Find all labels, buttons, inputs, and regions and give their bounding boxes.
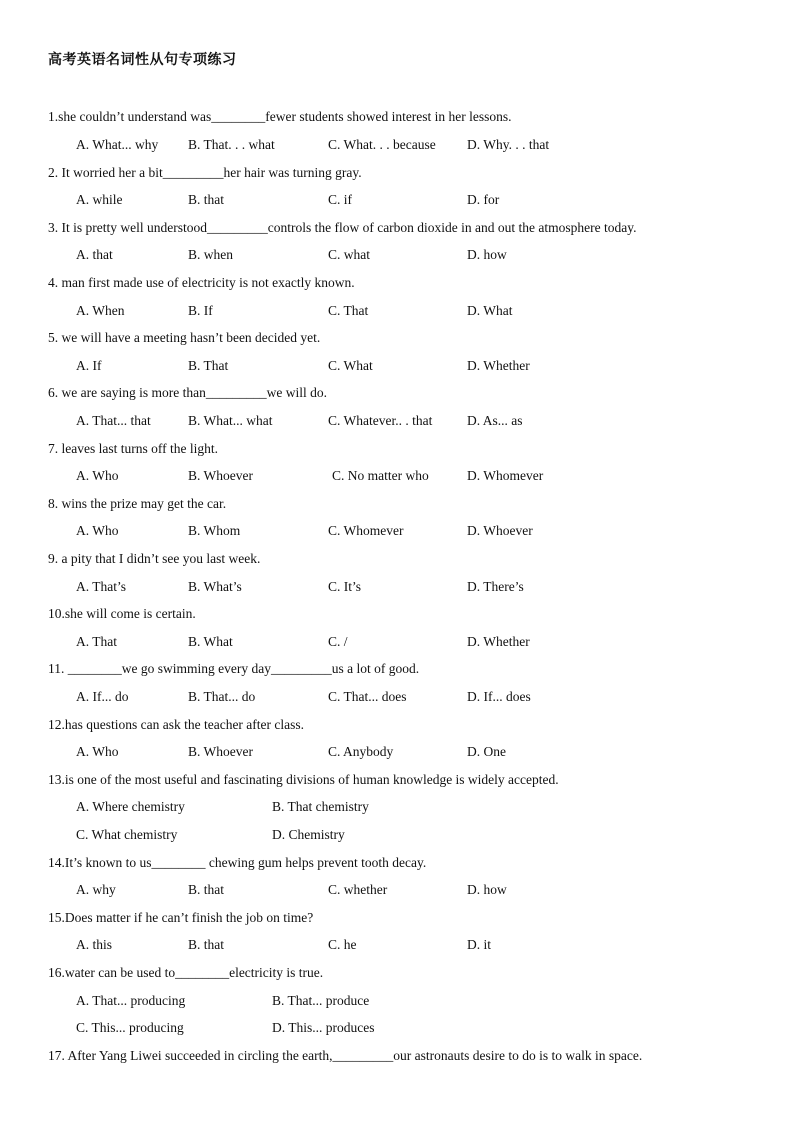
question-stem: 6. we are saying is more than_________we will do. bbox=[48, 385, 327, 400]
question-stem: 5. we will have a meeting hasn’t been decided yet. bbox=[48, 330, 321, 345]
option-b: B. What’s bbox=[188, 579, 242, 594]
option-c: C. What bbox=[328, 358, 373, 373]
option-c: C. he bbox=[328, 937, 357, 952]
option-a: A. That... producing bbox=[76, 993, 186, 1008]
option-c: C. What chemistry bbox=[76, 827, 178, 842]
question-stem: 1.she couldn’t understand was________fewer students showed interest in her lessons. bbox=[48, 109, 512, 124]
option-b: B. Whom bbox=[188, 523, 241, 538]
option-b: B. If bbox=[188, 303, 213, 318]
option-b: B. That... do bbox=[188, 689, 256, 704]
option-d: D. it bbox=[467, 937, 492, 952]
option-b: B. What... what bbox=[188, 413, 273, 428]
option-b: B. that bbox=[188, 882, 224, 897]
question-stem: 2. It worried her a bit_________her hair was turning gray. bbox=[48, 165, 362, 180]
option-c: C. It’s bbox=[328, 579, 362, 594]
question-stem: 9. a pity that I didn’t see you last week. bbox=[48, 551, 261, 566]
option-c: C. What. . . because bbox=[328, 137, 436, 152]
option-d: D. Whether bbox=[467, 634, 530, 649]
question-stem: 16.water can be used to________electricity is true. bbox=[48, 965, 324, 980]
option-a: A. that bbox=[76, 247, 113, 262]
option-d: D. how bbox=[467, 882, 507, 897]
option-c: C. Whomever bbox=[328, 523, 404, 538]
option-a: A. If... do bbox=[76, 689, 129, 704]
option-d: D. Whomever bbox=[467, 468, 544, 483]
page-title: 高考英语名词性从句专项练习 bbox=[48, 52, 237, 68]
option-a: A. while bbox=[76, 192, 123, 207]
option-b: B. What bbox=[188, 634, 233, 649]
option-a: A. Who bbox=[76, 468, 119, 483]
option-a: A. That... that bbox=[76, 413, 151, 428]
option-b: B. that bbox=[188, 937, 224, 952]
option-a: A. That’s bbox=[76, 579, 126, 594]
option-d: D. As... as bbox=[467, 413, 523, 428]
question-stem: 15.Does matter if he can’t finish the job on time? bbox=[48, 910, 314, 925]
option-a: A. What... why bbox=[76, 137, 159, 152]
option-c: C. This... producing bbox=[76, 1020, 184, 1035]
option-c: C. No matter who bbox=[332, 468, 429, 483]
question-stem: 17. After Yang Liwei succeeded in circling the earth,_________our astronauts desire to do is to walk in space. bbox=[48, 1048, 643, 1063]
option-a: A. Who bbox=[76, 744, 119, 759]
option-a: A. When bbox=[76, 303, 125, 318]
option-c: C. Anybody bbox=[328, 744, 394, 759]
option-d: D. Whoever bbox=[467, 523, 533, 538]
option-d: D. how bbox=[467, 247, 507, 262]
option-d: D. What bbox=[467, 303, 513, 318]
option-b: B. that bbox=[188, 192, 224, 207]
question-stem: 14.It’s known to us________ chewing gum helps prevent tooth decay. bbox=[48, 855, 427, 870]
question-stem: 13.is one of the most useful and fascinating divisions of human knowledge is widely accepted. bbox=[48, 772, 559, 787]
option-c: C. Whatever.. . that bbox=[328, 413, 433, 428]
option-c: C. That bbox=[328, 303, 369, 318]
question-stem: 12.has questions can ask the teacher after class. bbox=[48, 717, 305, 732]
option-d: D. If... does bbox=[467, 689, 531, 704]
option-d: D. This... produces bbox=[272, 1020, 375, 1035]
option-a: A. That bbox=[76, 634, 117, 649]
option-d: D. Chemistry bbox=[272, 827, 345, 842]
option-a: A. If bbox=[76, 358, 102, 373]
option-d: D. Whether bbox=[467, 358, 530, 373]
question-stem: 7. leaves last turns off the light. bbox=[48, 441, 218, 456]
option-b: B. That. . . what bbox=[188, 137, 275, 152]
option-c: C. whether bbox=[328, 882, 388, 897]
option-a: A. this bbox=[76, 937, 113, 952]
option-b: B. Whoever bbox=[188, 468, 253, 483]
option-b: B. That... produce bbox=[272, 993, 370, 1008]
option-c: C. / bbox=[328, 634, 348, 649]
option-b: B. That bbox=[188, 358, 229, 373]
option-d: D. for bbox=[467, 192, 500, 207]
option-a: A. Who bbox=[76, 523, 119, 538]
option-d: D. One bbox=[467, 744, 506, 759]
question-stem: 3. It is pretty well understood_________controls the flow of carbon dioxide in and out the atmosphere today. bbox=[48, 220, 637, 235]
question-stem: 10.she will come is certain. bbox=[48, 606, 196, 621]
question-stem: 11. ________we go swimming every day_________us a lot of good. bbox=[48, 661, 420, 676]
option-a: A. why bbox=[76, 882, 116, 897]
option-b: B. Whoever bbox=[188, 744, 253, 759]
option-c: C. That... does bbox=[328, 689, 407, 704]
option-b: B. That chemistry bbox=[272, 799, 369, 814]
option-d: D. Why. . . that bbox=[467, 137, 550, 152]
question-stem: 4. man first made use of electricity is not exactly known. bbox=[48, 275, 355, 290]
option-c: C. what bbox=[328, 247, 370, 262]
option-d: D. There’s bbox=[467, 579, 524, 594]
question-stem: 8. wins the prize may get the car. bbox=[48, 496, 227, 511]
option-b: B. when bbox=[188, 247, 233, 262]
option-c: C. if bbox=[328, 192, 353, 207]
option-a: A. Where chemistry bbox=[76, 799, 185, 814]
